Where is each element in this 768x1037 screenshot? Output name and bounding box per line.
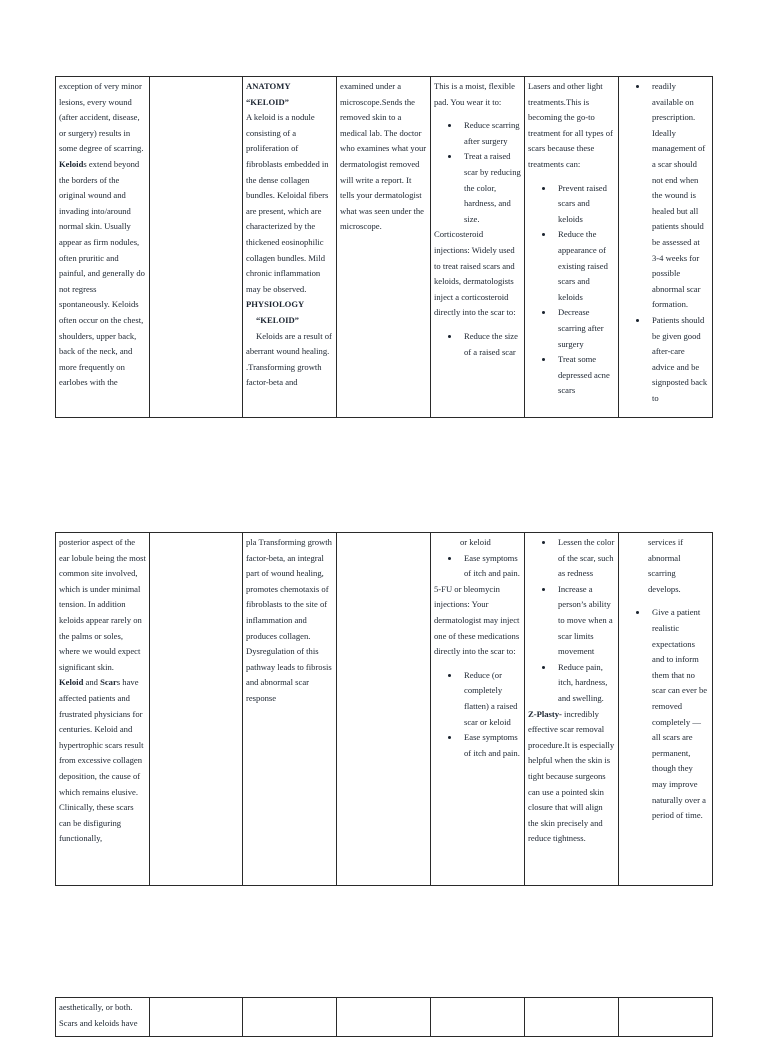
t2-col3-cell — [243, 533, 337, 886]
t1-keloid-heading-1: “KELOID” — [246, 96, 289, 107]
t3-col2-cell — [150, 998, 243, 1037]
list-item: • Decrease scarring after surgery — [554, 305, 615, 352]
t2-col5-para2: 5-FU or bleomycin injections: Your dermatologist may inject one of these medications directly into the scar to: — [434, 583, 520, 657]
t2-col1-para2: s have affected patients and frustrated physicians for centuries. Keloid and hypertrophic scars result from excessive collagen deposition, the cause of which remains elusive. Clinically, these scars can be disfiguring functionally, — [59, 677, 144, 844]
table-section-1 — [55, 76, 713, 418]
t2-col2-cell — [150, 533, 243, 886]
list-item: • Ease symptoms of itch and pain. — [460, 730, 521, 761]
list-item: • Reduce scarring after surgery — [460, 118, 521, 149]
list-item: • Give a patient realistic expectations and to inform them that no scar can ever be removed completely — all scars are permanent, though they may improve naturally over a period of time. — [648, 605, 709, 823]
t1-col1-keloid-bold: Keloid — [59, 158, 84, 169]
t1-col1-cell — [56, 77, 150, 418]
t2-col5-continued: or keloid — [460, 537, 491, 547]
t1-col4-para1: examined under a microscope.Sends the removed skin to a medical lab. The doctor who examines what your dermatologist removed will write a report. It tells your dermatologist what was seen under the microscope. — [340, 81, 427, 232]
t1-col1-para2: s extend beyond the borders of the original wound and invading into/around normal skin. Usually appear as firm nodules, often pruritic and painful, and generally do not regress spontaneously. Keloids often occur on the chest, shoulders, upper back, back of the neck, and more frequently on earlobes with the — [59, 158, 145, 388]
t3-col6-cell — [525, 998, 619, 1037]
list-item: • Patients should be given good after-care advice and be signposted back to — [648, 313, 709, 407]
t1-col3-para1: A keloid is a nodule consisting of a proliferation of fibroblasts embedded in the dense collagen bundles. Keloidal fibers are present, which are characterized by the thickened eosinophilic collagen bundles. Mild chronic inflammation may be observed. — [246, 112, 329, 294]
t2-col7-continued: services if abnormal scarring develops. — [648, 537, 684, 594]
t1-anatomy-heading: ANATOMY — [246, 81, 291, 91]
list-item: • Treat some depressed acne scars — [554, 352, 615, 399]
t1-col2-cell — [150, 77, 243, 418]
t1-col7-list — [622, 79, 709, 406]
t2-col6-cell — [525, 533, 619, 886]
t3-col4-cell — [337, 998, 431, 1037]
t1-col5-para1: This is a moist, flexible pad. You wear it to: — [434, 81, 515, 107]
t2-and-text: and — [83, 677, 101, 688]
t2-col5-cell — [431, 533, 525, 886]
t2-col5-list1 — [434, 551, 521, 582]
table-section-3 — [55, 997, 713, 1037]
table-section-2 — [55, 532, 713, 886]
list-item: • Reduce pain, itch, hardness, and swelling. — [554, 660, 615, 707]
t1-col5-para2: Corticosteroid injections: Widely used to treat raised scars and keloids, dermatologists inject a corticosteroid directly into the scar to: — [434, 229, 516, 318]
t3-col1-para1: aesthetically, or both. Scars and keloids have — [59, 1002, 138, 1028]
t3-col1-cell — [56, 998, 150, 1037]
t1-keloid-heading-2: “KELOID” — [256, 314, 299, 325]
t2-col4-cell — [337, 533, 431, 886]
t1-col5-list1 — [434, 118, 521, 227]
t1-col4-cell — [337, 77, 431, 418]
list-item: • Reduce the appearance of existing raised scars and keloids — [554, 227, 615, 305]
list-item: • Increase a person’s ability to move when a scar limits movement — [554, 582, 615, 660]
list-item: • Ease symptoms of itch and pain. — [460, 551, 521, 582]
t3-col3-cell — [243, 998, 337, 1037]
t1-col6-list — [528, 181, 615, 399]
t2-scar-bold: Scar — [100, 677, 117, 688]
list-item: • Reduce the size of a raised scar — [460, 329, 521, 360]
t1-col6-cell — [525, 77, 619, 418]
t2-col3-para1: pla Transforming growth factor-beta, an integral part of wound healing, promotes chemotaxis of fibroblasts to the site of inflammation and produces collagen. Dysregulation of this pathway leads to fibrosis and abnormal scar response — [246, 537, 332, 703]
t1-physiology-heading: PHYSIOLOGY — [246, 299, 305, 310]
t3-col7-cell — [619, 998, 713, 1037]
t2-col1-cell — [56, 533, 150, 886]
list-item: • Treat a raised scar by reducing the color, hardness, and size. — [460, 149, 521, 227]
list-item: • readily available on prescription. Ideally management of a scar should not end when the wound is healed but all patients should be assessed at 3-4 weeks for possible abnormal scar formation. — [648, 79, 709, 313]
t1-col7-cell — [619, 77, 713, 418]
list-item: • Lessen the color of the scar, such as redness — [554, 535, 615, 582]
t2-col5-list2 — [434, 668, 521, 762]
t1-col5-list2 — [434, 329, 521, 360]
t2-zplasty-bold: Z-Plasty- — [528, 708, 562, 719]
t1-col1-para1: exception of very minor lesions, every wound (after accident, disease, or surgery) results in some degree of scarring. — [59, 81, 144, 154]
list-item: • Reduce (or completely flatten) a raised scar or keloid — [460, 668, 521, 730]
t2-col6-list — [528, 535, 615, 707]
list-item: • Prevent raised scars and keloids — [554, 181, 615, 228]
t2-col7-list — [622, 605, 709, 823]
t2-col7-cell — [619, 533, 713, 886]
t1-col5-cell — [431, 77, 525, 418]
t3-col5-cell — [431, 998, 525, 1037]
t2-zplasty-text: incredibly effective scar removal procedure.It is especially helpful when the skin is tight because surgeons can use a pointed skin closure that will align the skin precisely and reduce tightness. — [528, 708, 615, 844]
t2-keloid-bold: Keloid — [59, 677, 84, 688]
t1-col3-para2: Keloids are a result of aberrant wound healing. .Transforming growth factor-beta and — [246, 330, 332, 388]
t1-col3-cell — [243, 77, 337, 418]
t1-col6-para1: Lasers and other light treatments.This is becoming the go-to treatment for all types of scars because these treatments can: — [528, 81, 613, 169]
t2-col1-para1: posterior aspect of the ear lobule being the most common site involved, which is under minimal tension. In addition keloids appear rarely on the palms or soles, where we would expect significant skin. — [59, 537, 146, 672]
